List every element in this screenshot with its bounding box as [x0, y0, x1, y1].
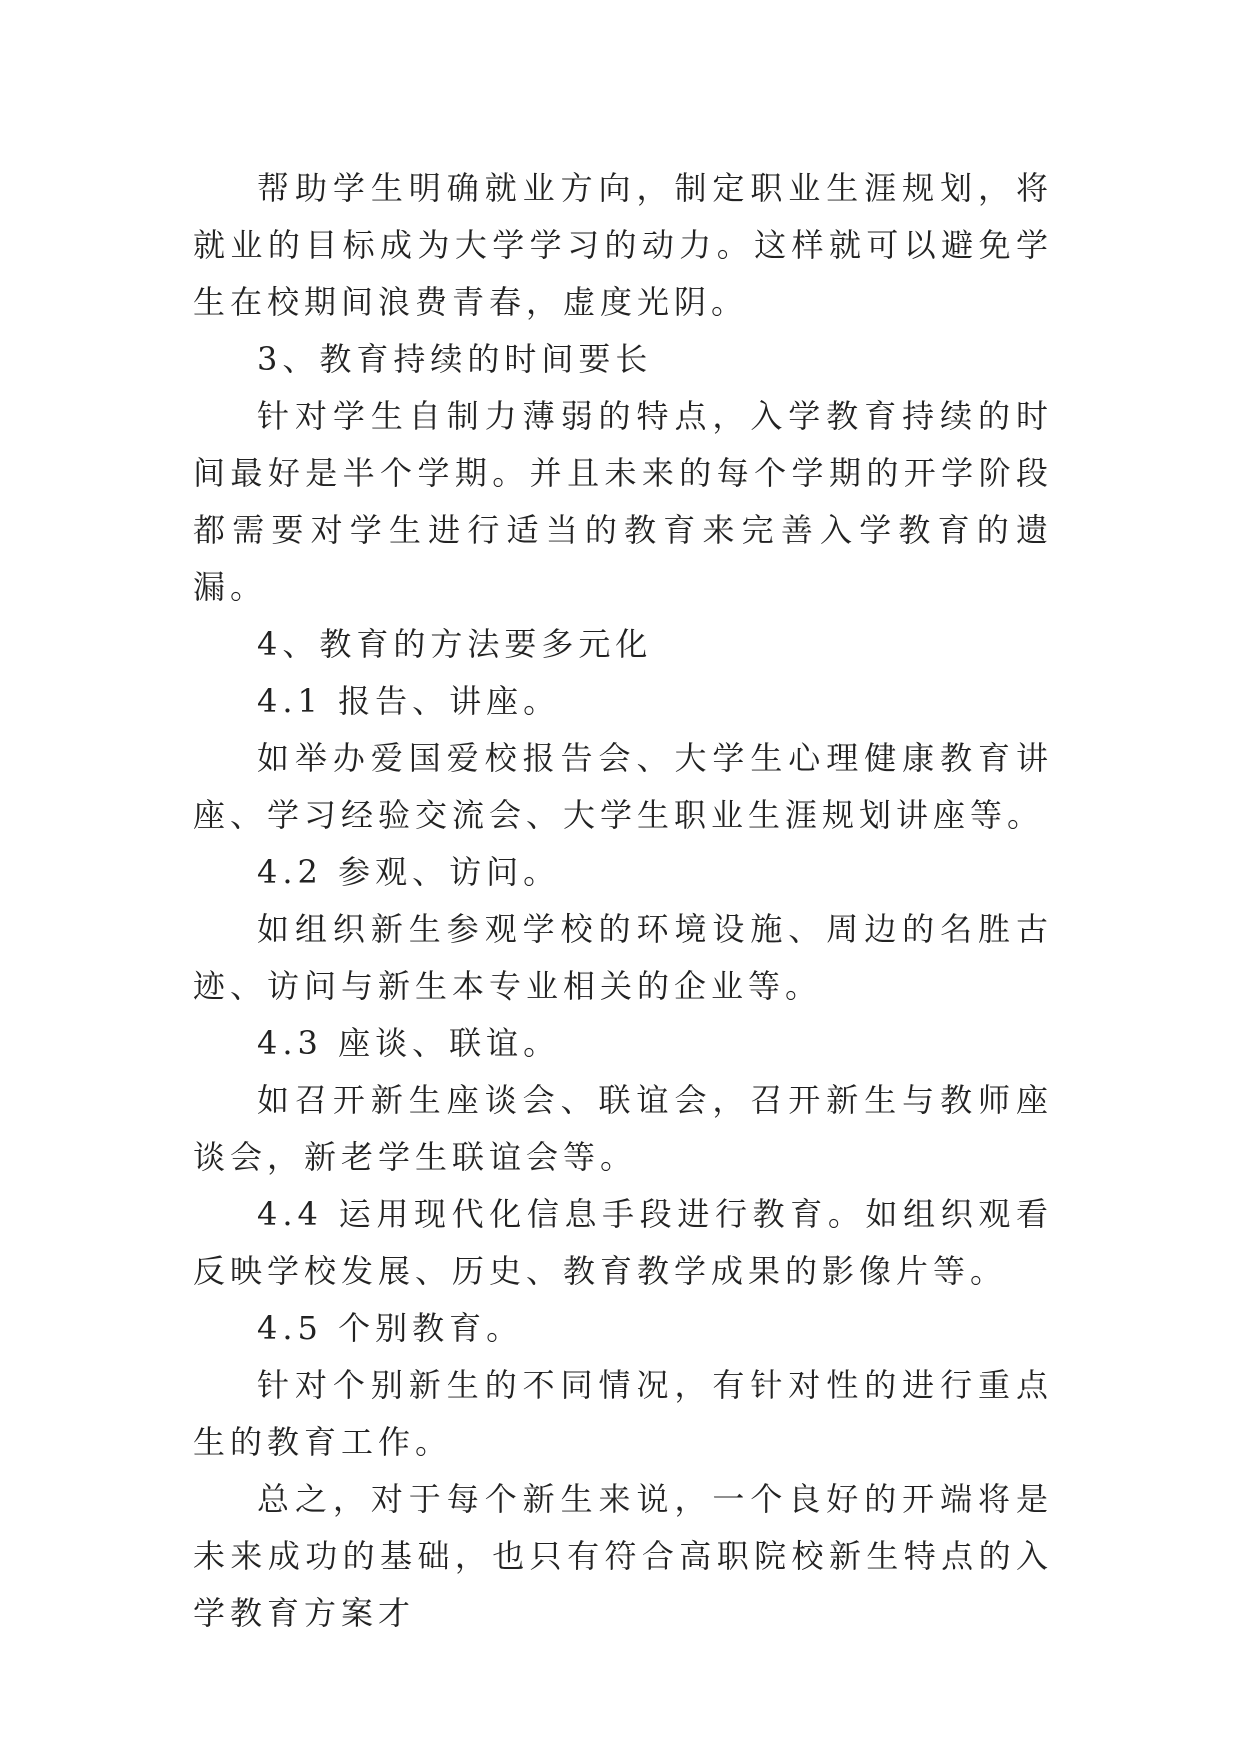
body-text	[193, 160, 1053, 1642]
paragraph: 如召开新生座谈会、联谊会，召开新生与教师座谈会，新老学生联谊会等。	[193, 1081, 1053, 1176]
section-heading: 3、教育持续的时间要长	[257, 340, 653, 378]
subsection-heading: 4.2 参观、访问。	[257, 853, 561, 891]
paragraph: 如举办爱国爱校报告会、大学生心理健康教育讲座、学习经验交流会、大学生职业生涯规划讲座等。	[193, 739, 1053, 834]
subsection-heading: 4.1 报告、讲座。	[257, 682, 561, 720]
section-heading: 4、教育的方法要多元化	[257, 625, 653, 663]
subsection-heading: 4.5 个别教育。	[257, 1309, 524, 1347]
paragraph: 帮助学生明确就业方向，制定职业生涯规划，将就业的目标成为大学学习的动力。这样就可以避免学生在校期间浪费青春，虚度光阴。	[193, 169, 1053, 321]
paragraph: 总之，对于每个新生来说，一个良好的开端将是未来成功的基础，也只有符合高职院校新生特点的入学教育方案才	[193, 1480, 1053, 1632]
paragraph: 针对学生自制力薄弱的特点，入学教育持续的时间最好是半个学期。并且未来的每个学期的开学阶段都需要对学生进行适当的教育来完善入学教育的遗漏。	[193, 397, 1053, 606]
subsection-heading: 4.3 座谈、联谊。	[257, 1024, 561, 1062]
paragraph: 如组织新生参观学校的环境设施、周边的名胜古迹、访问与新生本专业相关的企业等。	[193, 910, 1053, 1005]
subsection-heading: 4.4 运用现代化信息手段进行教育。如组织观看反映学校发展、历史、教育教学成果的影像片等。	[193, 1195, 1053, 1290]
paragraph: 针对个别新生的不同情况，有针对性的进行重点生的教育工作。	[193, 1366, 1053, 1461]
